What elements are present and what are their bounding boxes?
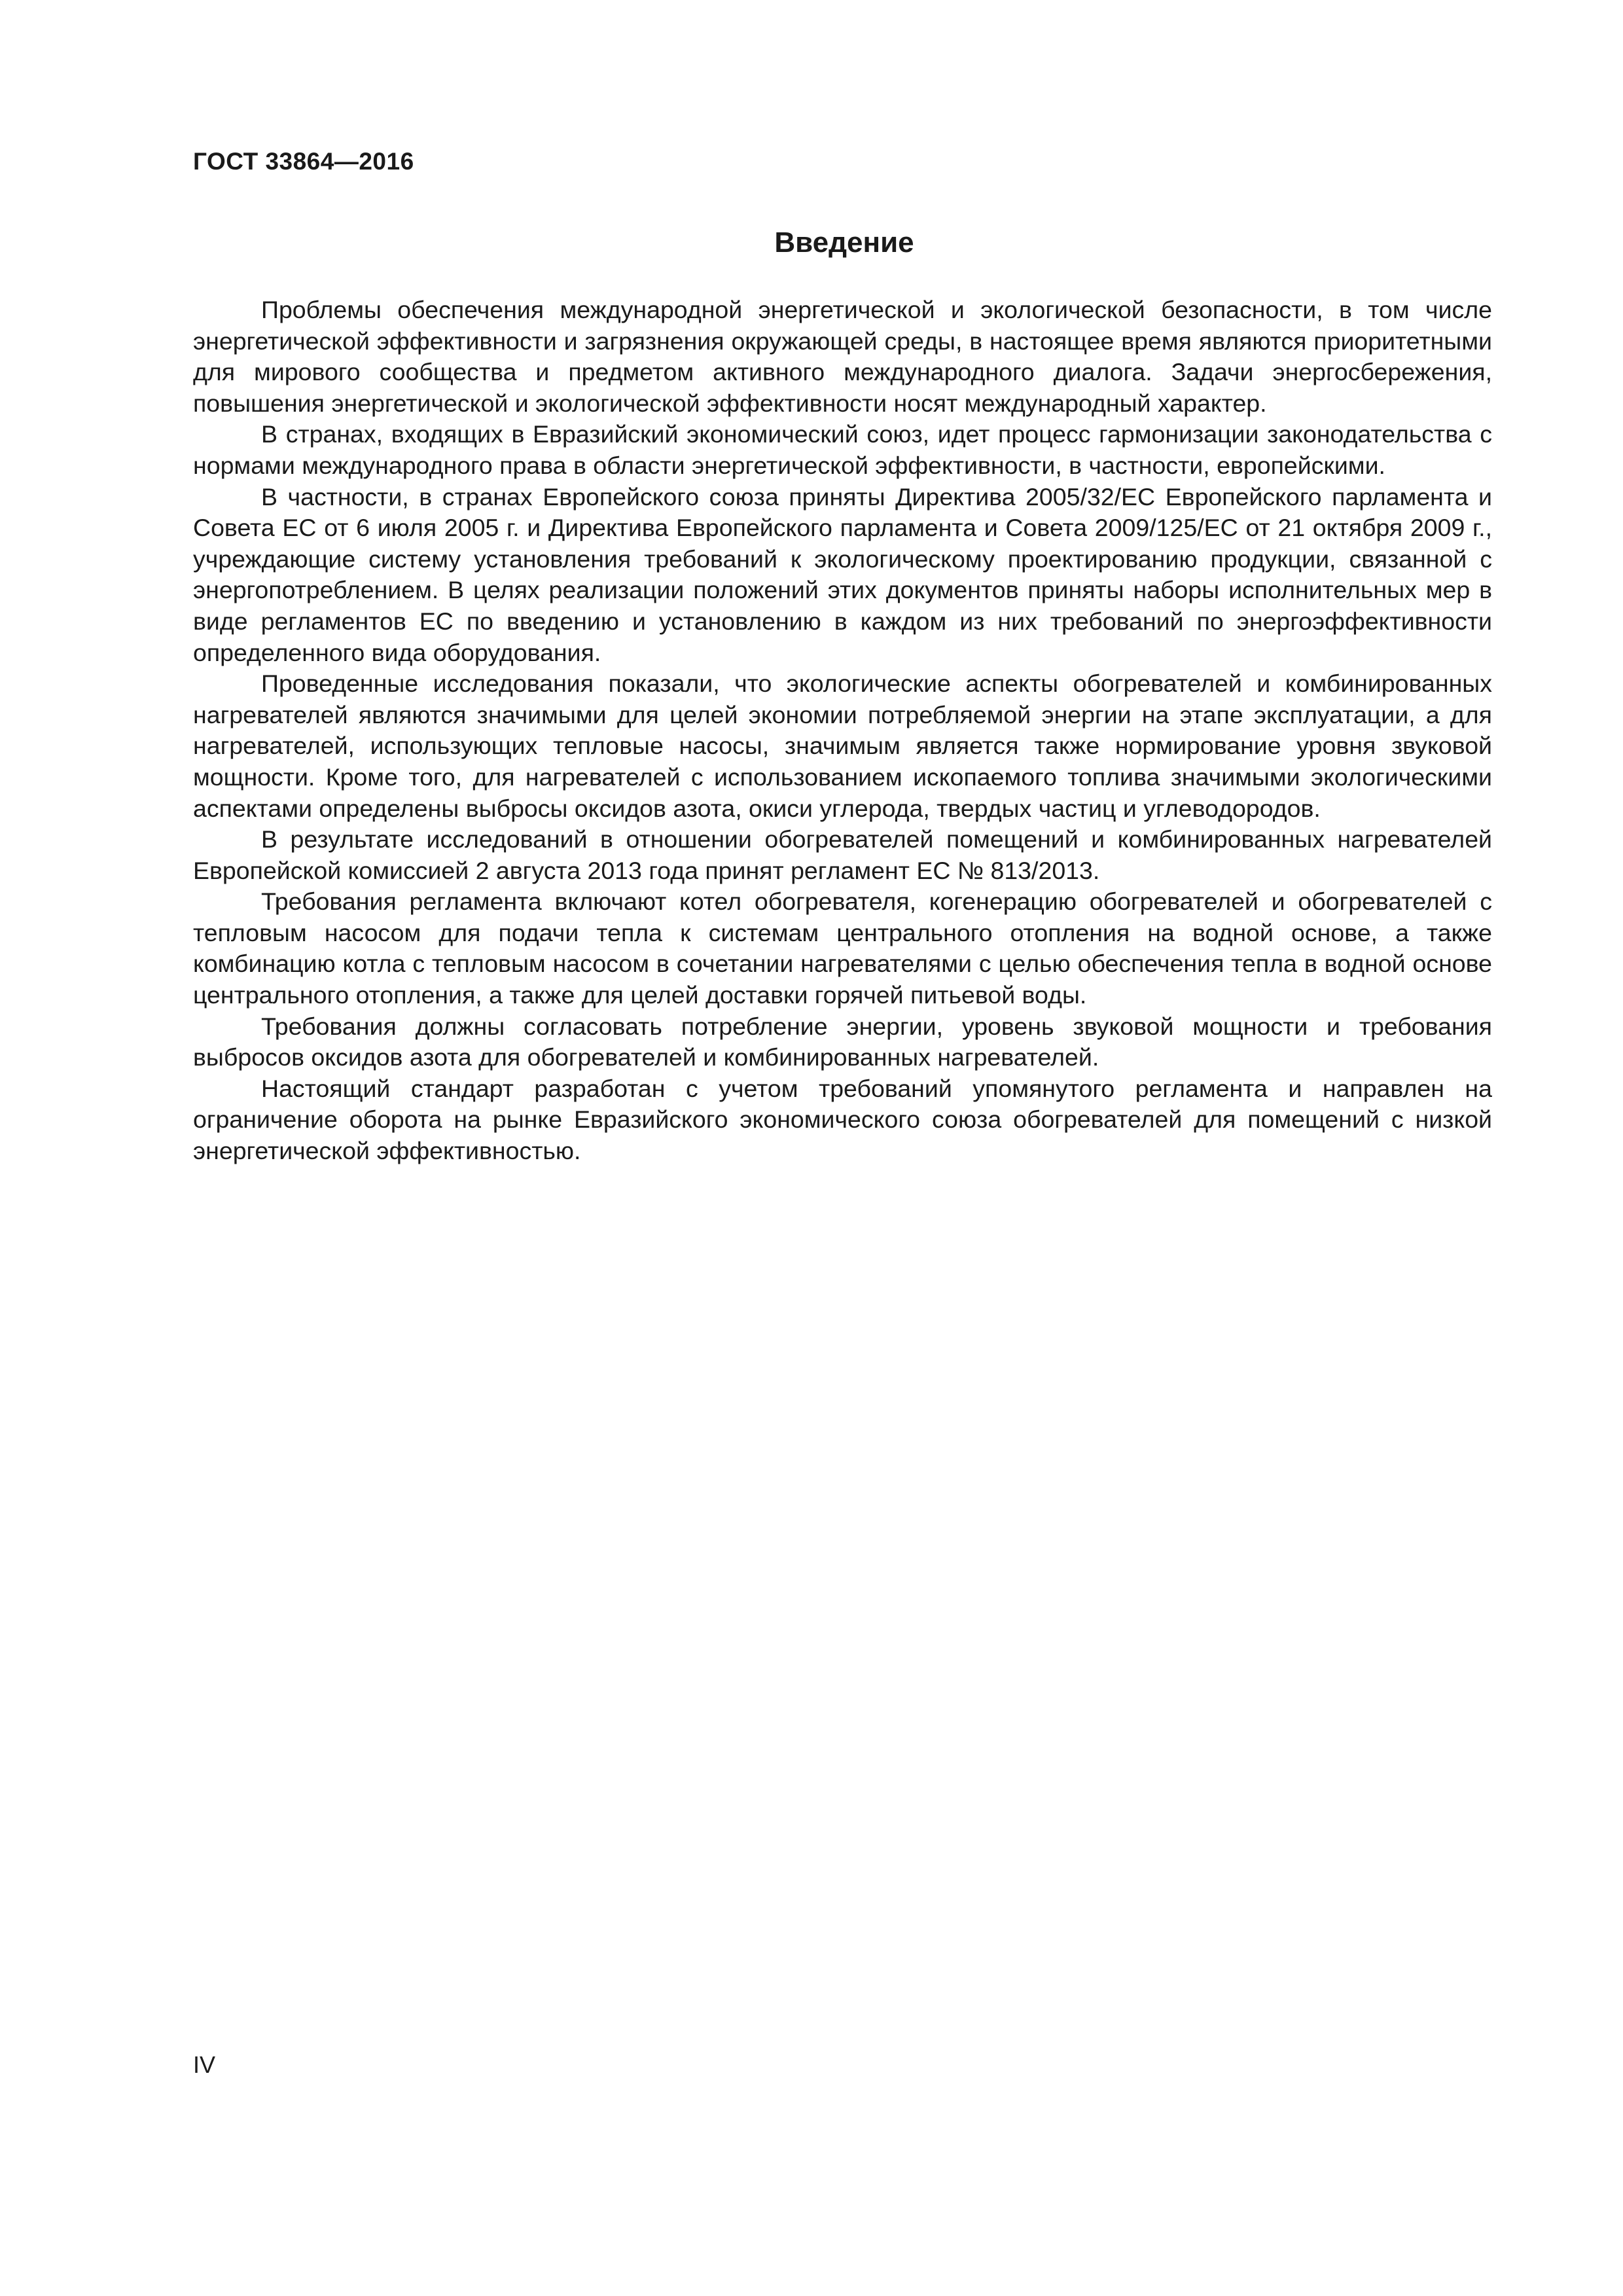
page-number: IV: [193, 2051, 216, 2078]
document-code: ГОСТ 33864—2016: [193, 148, 414, 175]
paragraph: Требования регламента включают котел обогревателя, когенерацию обогревателей и обогревателей с тепловым насосом для подачи тепла к системам центрального отопления на водной основе, а также комбинацию котла с тепловым насосом в сочетании нагревателями с целью обеспечения тепла в водной основе центрального отопления, а также для целей доставки горячей питьевой воды.: [193, 888, 1492, 1009]
paragraph: Требования должны согласовать потребление энергии, уровень звуковой мощности и требования выбросов оксидов азота для обогревателей и комбинированных нагревателей.: [193, 1012, 1492, 1071]
body-text: [193, 295, 1492, 1167]
paragraph: В частности, в странах Европейского союза приняты Директива 2005/32/ЕС Европейского парламента и Совета ЕС от 6 июля 2005 г. и Директива Европейского парламента и Совета 2009/125/ЕС от 21 октября 2009 г., учреждающие систему установления требований к экологическому проектированию продукции, связанной с энергопотреблением. В целях реализации положений этих документов приняты наборы исполнительных мер в виде регламентов ЕС по введению и установлению в каждом из них требований по энергоэффективности определенного вида оборудования.: [193, 482, 1492, 666]
section-title: Введение: [774, 226, 914, 259]
paragraph: Проблемы обеспечения международной энергетической и экологической безопасности, в том числе энергетической эффективности и загрязнения окружающей среды, в настоящее время являются приоритетными для мирового сообщества и предметом активного международного диалога. Задачи энергосбережения, повышения энергетической и экологической эффективности носят международный характер.: [193, 296, 1492, 417]
paragraph: В результате исследований в отношении обогревателей помещений и комбинированных нагревателей Европейской комиссией 2 августа 2013 года принят регламент ЕС № 813/2013.: [193, 825, 1492, 884]
paragraph: Проведенные исследования показали, что экологические аспекты обогревателей и комбинированных нагревателей являются значимыми для целей экономии потребляемой энергии на этапе эксплуатации, а для нагревателей, использующих тепловые насосы, значимым является также нормирование уровня звуковой мощности. Кроме того, для нагревателей с использованием ископаемого топлива значимыми экологическими аспектами определены выбросы оксидов азота, окиси углерода, твердых частиц и углеводородов.: [193, 670, 1492, 822]
paragraph: В странах, входящих в Евразийский экономический союз, идет процесс гармонизации законодательства с нормами международного права в области энергетической эффективности, в частности, европейскими.: [193, 420, 1492, 479]
paragraph: Настоящий стандарт разработан с учетом требований упомянутого регламента и направлен на ограничение оборота на рынке Евразийского экономического союза обогревателей для помещений с низкой энергетической эффективностью.: [193, 1074, 1492, 1165]
